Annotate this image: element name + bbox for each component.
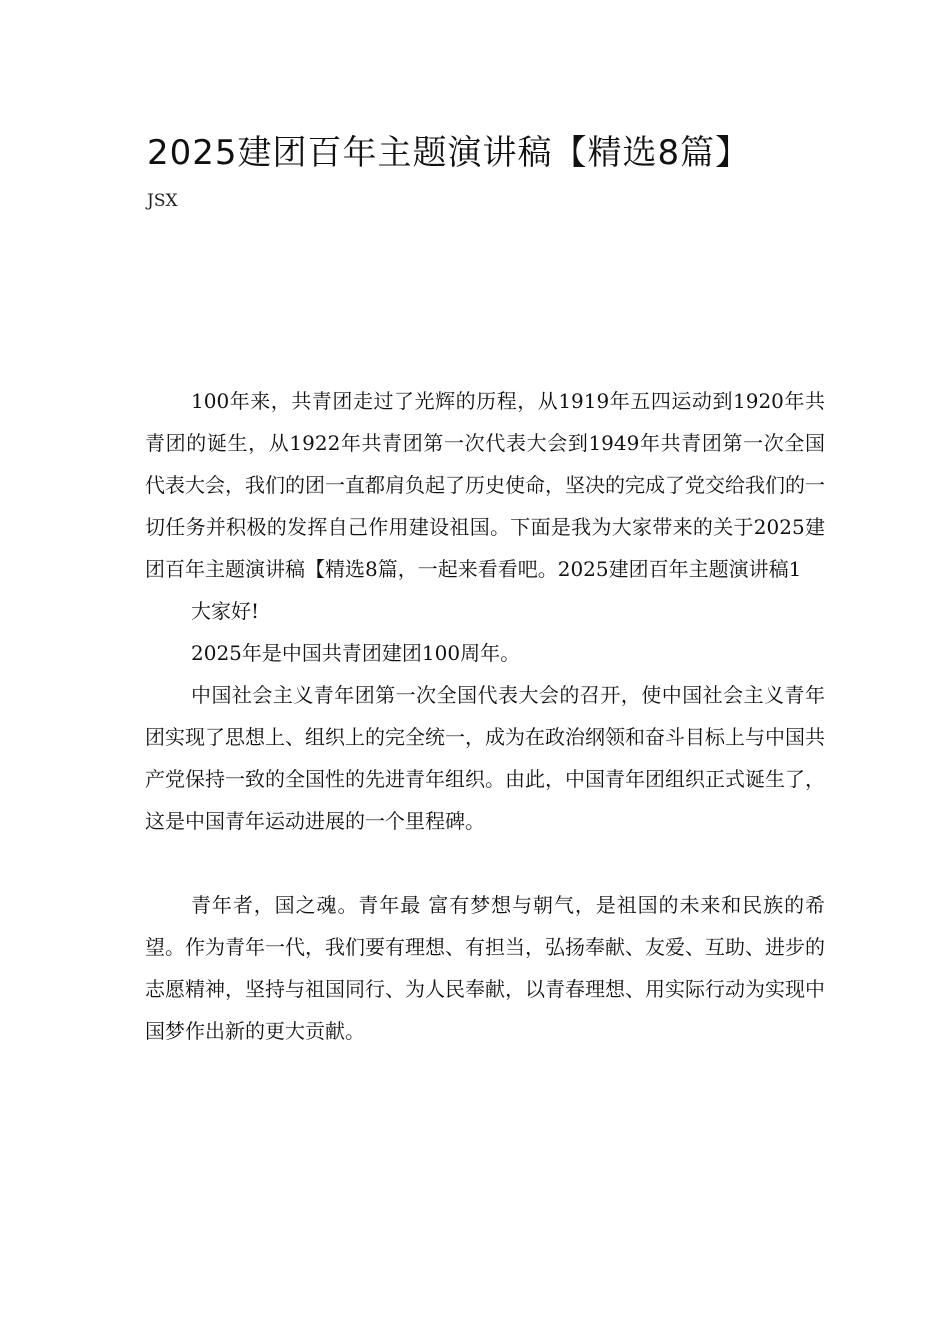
paragraph-anniversary: 2025年是中国共青团建团100周年。 <box>191 641 521 665</box>
paragraph-intro: 100年来，共青团走过了光辉的历程，从1919年五四运动到1920年共青团的诞生，从1922年共青团第一次代表大会到1949年共青团第一次全国代表大会，我们的团一直都肩负起了历史使命，坚决的完成了党交给我们的一切任务并积极的发挥自己作用建设祖国。下面是我为大家带来的关于2025建团百年主题演讲稿【精选8篇，一起来看看吧。2025建团百年主题演讲稿1 <box>145 389 825 581</box>
document-body <box>145 380 825 1052</box>
paragraph-history: 中国社会主义青年团第一次全国代表大会的召开，使中国社会主义青年团实现了思想上、组织上的完全统一，成为在政治纲领和奋斗目标上与中国共产党保持一致的全国性的先进青年组织。由此，中国青年团组织正式诞生了，这是中国青年运动进展的一个里程碑。 <box>145 683 825 833</box>
paragraph-youth: 青年者，国之魂。青年最 富有梦想与朝气，是祖国的未来和民族的希望。作为青年一代，我们要有理想、有担当，弘扬奉献、友爱、互助、进步的志愿精神，坚持与祖国同行、为人民奉献，以青春理想、用实际行动为实现中国梦作出新的更大贡献。 <box>145 893 825 1043</box>
document-author: JSX <box>147 191 178 211</box>
document-title: 2025建团百年主题演讲稿【精选8篇】 <box>147 133 751 173</box>
paragraph-greeting: 大家好! <box>191 599 260 623</box>
